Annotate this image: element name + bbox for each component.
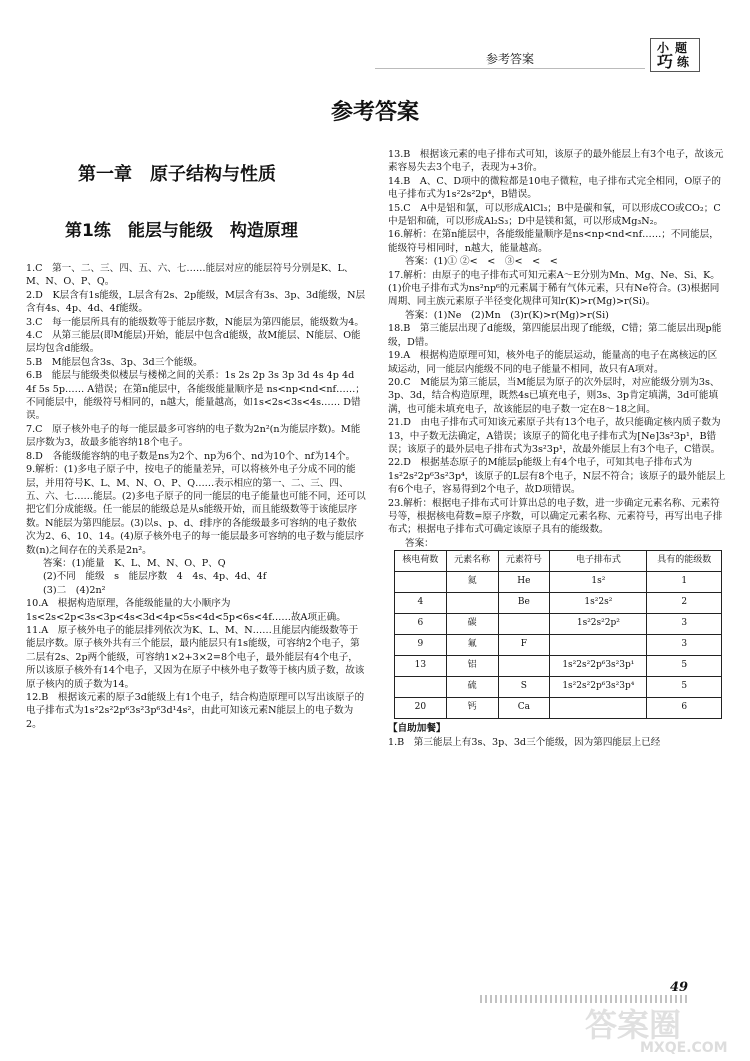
header-rule — [375, 68, 645, 69]
table-cell: 3 — [647, 614, 722, 635]
table-cell: 氟 — [446, 635, 498, 656]
answer-item: 答案： — [405, 537, 434, 549]
table-cell — [498, 656, 550, 677]
chapter-title: 第一章 原子结构与性质 — [78, 164, 276, 185]
answer-item: 8.D 各能级能容纳的电子数是ns为2个、np为6个、nd为10个、nf为14个。 — [26, 450, 356, 462]
answer-item: (2)不同 能级 s 能层序数 4 4s、4p、4d、4f — [43, 571, 267, 583]
table-cell: 6 — [395, 614, 447, 635]
table-header: 元素名称 — [446, 551, 498, 572]
answer-item: 17.解析：由原子的电子排布式可知元素A～E分别为Mn、Mg、Ne、Si、K。(1)价电子排布式为ns²np⁶的元素属于稀有气体元素，只有Ne符合。(3)根据同周期、同主族元素原子半径变化规律可知r(K)>r(Mg)>r(Si)。 — [388, 269, 720, 308]
table-cell: S — [498, 677, 550, 698]
answer-item: 3.C 每一能层所具有的能级数等于能层序数，N能层为第四能层，能级数为4。 — [26, 316, 364, 328]
logo-char: 题 — [675, 41, 688, 55]
answer-item: 5.B M能层包含3s、3p、3d三个能级。 — [26, 356, 203, 368]
answer-item: 15.C A中是铝和氯，可以形成AlCl₃；B中是碳和氧，可以形成CO或CO₂；C中是铝和硫，可以形成Al₂S₃；D中是镁和氮，可以形成Mg₃N₂。 — [388, 202, 721, 228]
table-cell: 碳 — [446, 614, 498, 635]
table-cell — [395, 572, 447, 593]
table-cell: 2 — [647, 593, 722, 614]
answer-item: 6.B 能层与能级类似楼层与楼梯之间的关系：1s 2s 2p 3s 3p 3d 4s 4p 4d 4f 5s 5p…… A错误；在第n能层中，各能级能量顺序是 ns<np<nd<nf……；不同能层中，能级符号相同的，n越大，能量越高，如1s<2s<3s<4s…… D错误。 — [26, 370, 365, 422]
watermark-url: MXQE.COM — [640, 1040, 728, 1056]
answer-item: 21.D 由电子排布式可知该元素原子共有13个电子，故只能确定核内质子数为13，中子数无法确定，A错误；该原子的简化电子排布式为[Ne]3s²3p¹，B错误；该原子的最外层电子排布式为3s²3p¹，故最外能层上有3个电子，C错误。 — [388, 417, 721, 455]
right-column — [388, 148, 726, 749]
table-cell: 5 — [647, 656, 722, 677]
table-row — [395, 572, 722, 593]
table-cell: 硫 — [446, 677, 498, 698]
answer-item: 20.C M能层为第三能层，当M能层为原子的次外层时，对应能级分别为3s、3p、3d，结合构造原理，既然4s已填充电子，则3s、3p肯定填满，3d可能填满，也可能未填充电子，故该能层的电子数一定在8～18之间。 — [388, 376, 720, 415]
header-title: 参考答案 — [486, 52, 535, 66]
table-cell: 13 — [395, 656, 447, 677]
table-cell: 钙 — [446, 698, 498, 719]
table-cell: He — [498, 572, 550, 593]
table-cell: 1s²2s²2p² — [550, 614, 647, 635]
table-cell: 3 — [647, 635, 722, 656]
table-cell: Be — [498, 593, 550, 614]
page-number: 49 — [670, 980, 689, 995]
table-row — [395, 698, 722, 719]
table-row — [395, 677, 722, 698]
answer-item: 4.C 从第三能层(即M能层)开始，能层中包含d能级，故M能层、N能层、O能层均包含d能级。 — [26, 330, 361, 355]
answer-item: 答案：(1)能量 K、L、M、N、O、P、Q — [43, 557, 226, 569]
answer-item: 11.A 原子核外电子的能层排列依次为K、L、M、N……且能层内能级数等于能层序数。原子核外共有三个能层，最内能层只有1s能级，可容纳2个电子，第二层有2s、2p两个能级，可容纳1×2+3×2=8个电子，最外能层有4个电子，所以该原子核外有14个电子，又因为在原子中核外电子数等于核内质子数，故该原子核内的质子数为14。 — [26, 624, 365, 690]
table-cell: 6 — [647, 698, 722, 719]
brand-logo — [650, 38, 700, 72]
extra-label: 【自助加餐】 — [388, 723, 446, 735]
table-row — [395, 656, 722, 677]
table-cell: 4 — [395, 593, 447, 614]
answer-item: 12.B 根据该元素的原子3d能级上有1个电子，结合构造原理可以写出该原子的电子排布式为1s²2s²2p⁶3s²3p⁶3d¹4s²，由此可知该元素N能层上的电子数为2。 — [26, 692, 365, 730]
extra-text: 1.B 第三能层上有3s、3p、3d三个能级，因为第四能层上已经 — [388, 736, 661, 748]
table-cell: 5 — [647, 677, 722, 698]
table-cell: 氦 — [446, 572, 498, 593]
table-cell — [550, 698, 647, 719]
table-cell — [550, 635, 647, 656]
section-title: 第1练 能层与能级 构造原理 — [65, 221, 298, 241]
table-row — [395, 593, 722, 614]
answer-item: 22.D 根据基态原子的M能层p能级上有4个电子，可知其电子排布式为1s²2s²2p⁶3s²3p⁴，该原子的L层有8个电子，N层不符合；该原子的最外能层上有6个电子，容易得到2个电子，故D项错误。 — [388, 457, 726, 496]
table-row — [395, 614, 722, 635]
table-cell: 铝 — [446, 656, 498, 677]
answer-item: 18.B 第三能层出现了d能级，第四能层出现了f能级，C错；第二能层出现p能级，D错。 — [388, 323, 722, 348]
table-cell: 20 — [395, 698, 447, 719]
answer-item: 2.D K层含有1s能级，L层含有2s、2p能级，M层含有3s、3p、3d能级，N层含有4s、4p、4d、4f能级。 — [26, 289, 366, 315]
table-header-row — [395, 551, 722, 572]
table-cell: 1s²2s²2p⁶3s²3p⁴ — [550, 677, 647, 698]
table-cell: Ca — [498, 698, 550, 719]
answer-item: 23.解析：根据电子排布式可计算出总的电子数，进一步确定元素名称、元素符号等，根据核电荷数=原子序数，可以确定元素名称、元素符号，再写出电子排布式；根据电子排布式可确定该原子具有的能级数。 — [388, 497, 723, 536]
table-cell: 1 — [647, 572, 722, 593]
answer-item: (3)二 (4)2n² — [43, 584, 106, 596]
table-cell: 1s²2s²2p⁶3s²3p¹ — [550, 656, 647, 677]
answer-item: 10.A 根据构造原理，各能级能量的大小顺序为1s<2s<2p<3s<3p<4s<3d<4p<5s<4d<5p<6s<4f……故A项正确。 — [26, 598, 346, 623]
watermark-logo: 答案圈 — [585, 1006, 682, 1044]
answer-item: 16.解析：在第n能层中，各能级能量顺序是ns<np<nd<nf……；不同能层，能级符号相同时，n越大，能量越高。 — [388, 229, 719, 254]
table-cell — [446, 593, 498, 614]
answer-item: 7.C 原子核外电子的每一能层最多可容纳的电子数为2n²(n为能层序数)。M能层序数为3，故最多能容纳18个电子。 — [26, 423, 361, 449]
table-cell: 1s² — [550, 572, 647, 593]
page-title: 参考答案 — [330, 100, 419, 125]
answer-item: 答案：(1)① ②< < ③< < < — [405, 256, 558, 268]
logo-char: 练 — [677, 55, 690, 69]
logo-char: 小 — [657, 41, 670, 55]
table-header: 元素符号 — [498, 551, 550, 572]
left-column — [26, 262, 366, 731]
table-cell: F — [498, 635, 550, 656]
table-row — [395, 635, 722, 656]
table-header: 核电荷数 — [395, 551, 447, 572]
answer-item: 14.B A、C、D项中的微粒都是10电子微粒，电子排布式完全相同，O原子的电子排布式为1s²2s²2p⁴，B错误。 — [388, 175, 721, 201]
answer-item: 9.解析：(1)多电子原子中，按电子的能量差异，可以将核外电子分成不同的能层，并用符号K、L、M、N、O、P、Q……表示相应的第一、二、三、四、五、六、七……能层。(2)多电子原子的同一能层的电子能量也可能不同，还可以把它们分成能级。任一能层的能级总是从s能级开始，而且能级数等于该能层序数。N能层为第四能层。(3)以s、p、d、f排序的各能级最多可容纳的电子数依次为2、6、10、14。(4)原子核外电子的每一能层最多可容纳的电子数与能层序数(n)之间存在的关系是2n²。 — [26, 464, 366, 556]
table-header: 具有的能级数 — [647, 551, 722, 572]
answer-item: 13.B 根据该元素的电子排布式可知，该原子的最外能层上有3个电子，故该元素容易失去3个电子，表现为+3价。 — [388, 149, 724, 174]
answer-item: 1.C 第一、二、三、四、五、六、七……能层对应的能层符号分别是K、L、M、N、O、P、Q。 — [26, 263, 354, 288]
table-cell — [395, 677, 447, 698]
table-header: 电子排布式 — [550, 551, 647, 572]
table-cell — [498, 614, 550, 635]
answer-item: 答案：(1)Ne (2)Mn (3)r(K)>r(Mg)>r(Si) — [405, 309, 609, 321]
answer-table — [394, 550, 722, 719]
logo-char: 巧 — [657, 52, 674, 71]
table-cell: 1s²2s² — [550, 593, 647, 614]
table-cell: 9 — [395, 635, 447, 656]
answer-item: 19.A 根据构造原理可知，核外电子的能层运动，能量高的电子在离核远的区域运动，同一能层内能级不同的电子能量不相同，故只有A项对。 — [388, 350, 718, 375]
